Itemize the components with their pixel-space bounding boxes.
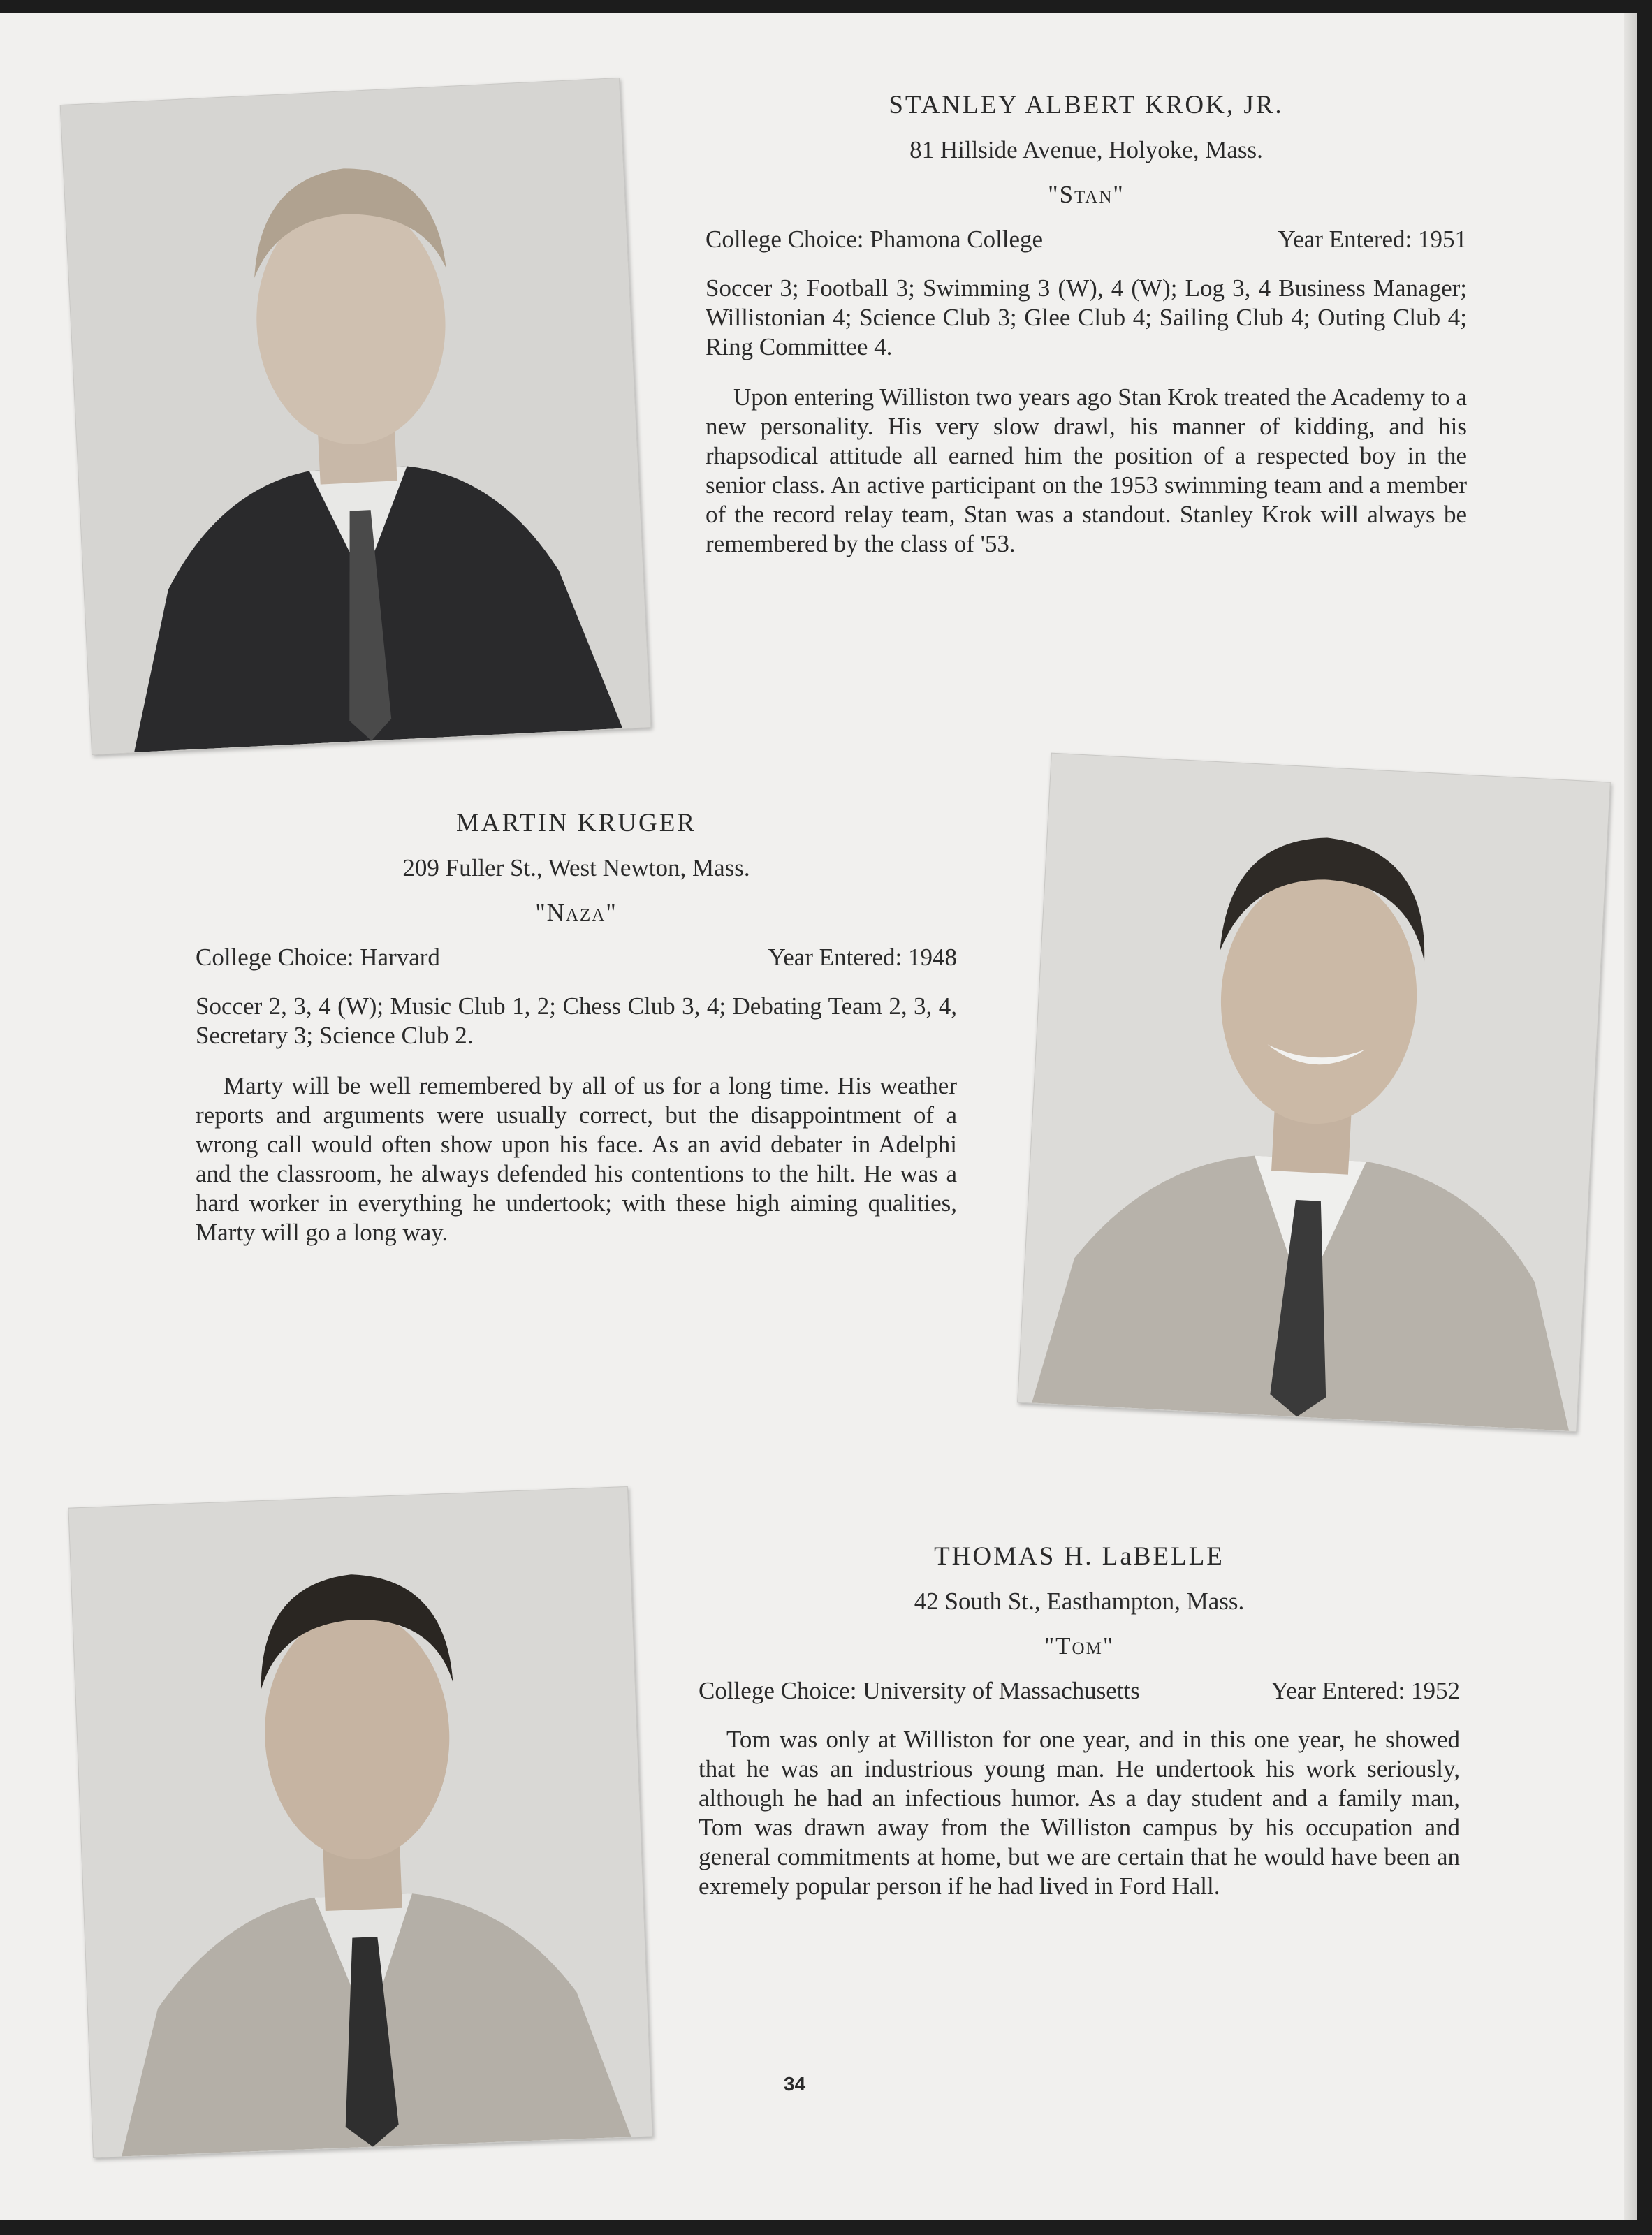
student-address: 42 South St., Easthampton, Mass. xyxy=(914,1588,1245,1615)
student-name: STANLEY ALBERT KROK, JR. xyxy=(889,91,1284,119)
year-entered: Year Entered: 1952 xyxy=(1271,1677,1460,1704)
portrait-photo-kruger xyxy=(1017,753,1611,1432)
year-entered: Year Entered: 1948 xyxy=(768,944,957,971)
student-name: THOMAS H. LaBELLE xyxy=(934,1542,1225,1571)
college-year-row xyxy=(699,1676,1460,1706)
year-entered: Year Entered: 1951 xyxy=(1278,226,1467,253)
student-entry-krok xyxy=(706,91,1467,559)
student-entry-kruger xyxy=(196,809,957,1247)
student-nickname: "Stan" xyxy=(1048,181,1125,208)
college-choice: College Choice: Phamona College xyxy=(706,226,1044,253)
yearbook-page xyxy=(0,13,1637,2220)
student-activities: Soccer 3; Football 3; Swimming 3 (W), 4 (W); Log 3, 4 Business Manager; Willistonian 4; Science Club 3; Glee Club 4; Sailing Club 4; Outing Club 4; Ring Committee 4. xyxy=(706,274,1467,360)
college-choice: College Choice: University of Massachusetts xyxy=(699,1677,1140,1704)
student-address: 81 Hillside Avenue, Holyoke, Mass. xyxy=(909,136,1263,163)
student-activities: Soccer 2, 3, 4 (W); Music Club 1, 2; Chess Club 3, 4; Debating Team 2, 3, 4, Secretary 3; Science Club 2. xyxy=(196,992,957,1049)
student-nickname: "Tom" xyxy=(1044,1632,1115,1659)
college-year-row xyxy=(706,225,1467,254)
student-bio: Tom was only at Williston for one year, and in this one year, he showed that he was an industrious young man. He undertook his work seriously, although he had an infectious humor. As a day student and a family man, Tom was drawn away from the Williston campus by his occupation and general commitments at home, but we are certain that he would have been an exremely popular person if he had lived in Ford Hall. xyxy=(699,1726,1460,1900)
student-nickname: "Naza" xyxy=(535,899,617,926)
page-edge-shadow xyxy=(1624,13,1637,2220)
student-name: MARTIN KRUGER xyxy=(455,809,697,837)
college-choice: College Choice: Harvard xyxy=(196,944,440,971)
college-year-row xyxy=(196,943,957,972)
student-entry-labelle xyxy=(699,1542,1460,1901)
page-number: 34 xyxy=(784,2073,806,2095)
portrait-photo-labelle xyxy=(68,1486,652,2158)
portrait-photo-krok xyxy=(60,78,652,755)
student-address: 209 Fuller St., West Newton, Mass. xyxy=(402,854,750,881)
student-bio: Marty will be well remembered by all of us for a long time. His weather reports and arguments were usually correct, but the disappointment of a wrong call would often show upon his face. As an avid debater in Adelphi and the classroom, he always defended his contentions to the hilt. He was a hard worker in everything he undertook; with these high aiming qualities, Marty will go a long way. xyxy=(196,1072,957,1246)
student-bio: Upon entering Williston two years ago Stan Krok treated the Academy to a new personality. His very slow drawl, his manner of kidding, and his rhapsodical attitude all earned him the position of a respected boy in the senior class. An active participant on the 1953 swimming team and a member of the record relay team, Stan was a standout. Stanley Krok will always be remembered by the class of '53. xyxy=(706,383,1467,557)
